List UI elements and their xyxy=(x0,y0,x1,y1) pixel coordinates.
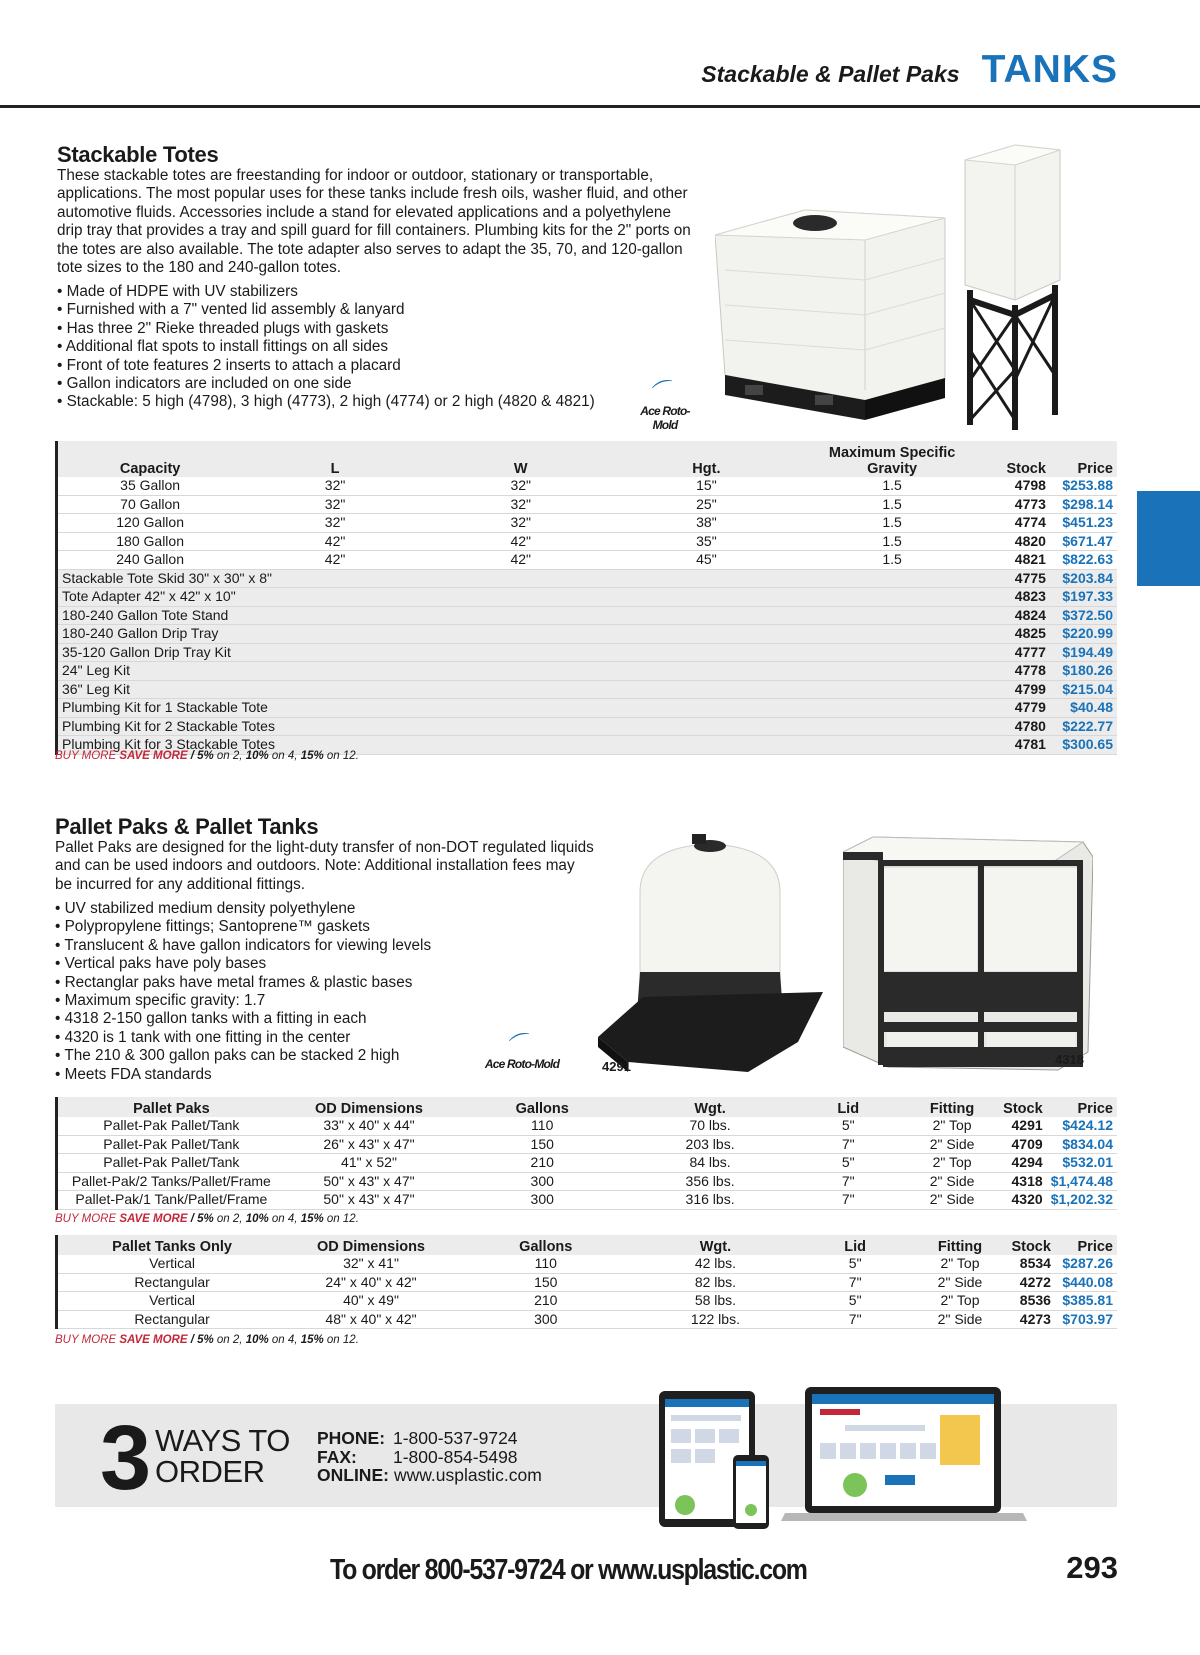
cell-accessory: 24" Leg Kit xyxy=(57,662,986,681)
table-row xyxy=(57,1310,1118,1329)
cell-accessory: 180-240 Gallon Drip Tray xyxy=(57,625,986,644)
list-item: • Meets FDA standards xyxy=(55,1066,475,1084)
discount-3-qty: on 12. xyxy=(323,750,359,762)
cell-wgt: 70 lbs. xyxy=(631,1117,789,1135)
stackable-description: These stackable totes are freestanding for indoor or outdoor, stationary or transportable, applications. The most popular uses for these tanks include fresh oils, washer fluid, and other automotive fluids. Accessories include a stand for elevated applications and a polyethylene drip tray that provides a tray and spill guard for fill containers. Plumbing kits for the 2" ports on the totes are also available. The tote adapter also serves to adapt the 35, 70, and 120-gallon tote sizes to the 180 and 240-gallon totes. xyxy=(57,167,691,277)
cell-wgt: 82 lbs. xyxy=(636,1273,796,1292)
discount-2: 10% xyxy=(245,1213,269,1225)
cell-stock: 8534 xyxy=(1005,1255,1055,1273)
table-row xyxy=(57,1273,1118,1292)
cell-price: $253.88 xyxy=(1050,477,1117,495)
cell-od: 50" x 43" x 47" xyxy=(285,1172,454,1191)
cell-price: $532.01 xyxy=(1047,1154,1117,1173)
cell-lid: 5" xyxy=(795,1292,915,1311)
cell-price: $300.65 xyxy=(1050,736,1117,755)
cell-name: Pallet-Pak Pallet/Tank xyxy=(57,1154,285,1173)
cell-stock: 4291 xyxy=(997,1117,1047,1135)
col-header-gallons: Gallons xyxy=(453,1097,631,1117)
cell-price: $385.81 xyxy=(1055,1292,1117,1311)
table-row xyxy=(57,1191,1118,1210)
cell-stock: 4780 xyxy=(985,717,1050,736)
header-title: TANKS xyxy=(981,48,1118,91)
discount-3: 15% xyxy=(300,1213,324,1225)
discount-2: 10% xyxy=(245,750,269,762)
table-row xyxy=(57,551,1118,570)
cell-capacity: 240 Gallon xyxy=(57,551,243,570)
table-row xyxy=(57,588,1118,607)
list-item: • 4320 is 1 tank with one fitting in the center xyxy=(55,1029,475,1047)
cell-fitting: 2" Top xyxy=(907,1154,996,1173)
buy-more-text: BUY MORE xyxy=(55,750,120,762)
cell-price: $197.33 xyxy=(1050,588,1117,607)
cell-w: 32" xyxy=(428,477,614,495)
cell-stock: 8536 xyxy=(1005,1292,1055,1311)
list-item: • Stackable: 5 high (4798), 3 high (4773), 2 high (4774) or 2 high (4820 & 4821) xyxy=(57,393,657,411)
cell-stock: 4799 xyxy=(985,680,1050,699)
fax-number: 1-800-854-5498 xyxy=(393,1446,518,1467)
discount-3: 15% xyxy=(300,1334,324,1346)
cell-l: 32" xyxy=(242,514,428,533)
table-row xyxy=(57,680,1118,699)
cell-price: $703.97 xyxy=(1055,1310,1117,1329)
cell-stock: 4320 xyxy=(997,1191,1047,1210)
phone-label: PHONE: xyxy=(317,1428,386,1448)
list-item: • Has three 2" Rieke threaded plugs with gaskets xyxy=(57,320,657,338)
cell-gallons: 300 xyxy=(456,1310,636,1329)
table-row xyxy=(57,569,1118,588)
cell-price: $424.12 xyxy=(1047,1117,1117,1135)
table-row xyxy=(57,1117,1118,1135)
discount-3-qty: on 12. xyxy=(323,1213,359,1225)
table-row xyxy=(57,514,1118,533)
col-header-l: L xyxy=(242,441,428,477)
cell-msg: 1.5 xyxy=(799,551,985,570)
cell-fitting: 2" Side xyxy=(907,1135,996,1154)
cell-fitting: 2" Side xyxy=(915,1273,1005,1292)
table-row xyxy=(57,1292,1118,1311)
list-item: • Front of tote features 2 inserts to attach a placard xyxy=(57,357,657,375)
col-header-fitting: Fitting xyxy=(915,1235,1005,1255)
cell-stock: 4779 xyxy=(985,699,1050,718)
cell-stock: 4824 xyxy=(985,606,1050,625)
discount-1-qty: on 2, xyxy=(213,750,246,762)
logo-tagline xyxy=(630,432,700,437)
cell-lid: 7" xyxy=(795,1273,915,1292)
cell-stock: 4821 xyxy=(985,551,1050,570)
save-more-text: SAVE MORE xyxy=(119,1334,188,1346)
cell-fitting: 2" Side xyxy=(907,1191,996,1210)
logo-name: Ace Roto-Mold xyxy=(640,404,690,432)
cell-stock: 4775 xyxy=(985,569,1050,588)
cell-capacity: 70 Gallon xyxy=(57,495,243,514)
col-header-w: W xyxy=(428,441,614,477)
table-row xyxy=(57,625,1118,644)
col-header-stock: Stock xyxy=(997,1097,1047,1117)
cell-gallons: 210 xyxy=(456,1292,636,1311)
pallet-title: Pallet Paks & Pallet Tanks xyxy=(55,814,319,839)
discount-1-qty: on 2, xyxy=(213,1334,246,1346)
cell-price: $440.08 xyxy=(1055,1273,1117,1292)
list-item: • Maximum specific gravity: 1.7 xyxy=(55,992,475,1010)
cell-price: $1,474.48 xyxy=(1047,1172,1117,1191)
col-header-price: Price xyxy=(1050,441,1117,477)
col-header-lid: Lid xyxy=(795,1235,915,1255)
cell-hgt: 15" xyxy=(614,477,800,495)
logo-swoosh-icon: ⌒ xyxy=(650,376,680,408)
cell-stock: 4773 xyxy=(985,495,1050,514)
table-row xyxy=(57,699,1118,718)
section-tab xyxy=(1137,491,1200,586)
table-header-row xyxy=(57,1235,1118,1255)
list-item: • Made of HDPE with UV stabilizers xyxy=(57,283,657,301)
discount-1: 5% xyxy=(197,1334,214,1346)
separator-text: / xyxy=(187,750,198,762)
cell-gallons: 150 xyxy=(453,1135,631,1154)
col-header-capacity: Capacity xyxy=(57,441,243,477)
phone-number[interactable]: 1-800-537-9724 xyxy=(393,1428,518,1448)
col-header-stock: Stock xyxy=(985,441,1050,477)
list-item: • Translucent & have gallon indicators for viewing levels xyxy=(55,937,475,955)
cell-stock: 4709 xyxy=(997,1135,1047,1154)
cell-price: $222.77 xyxy=(1050,717,1117,736)
cell-wgt: 84 lbs. xyxy=(631,1154,789,1173)
cell-stock: 4294 xyxy=(997,1154,1047,1173)
col-header-od: OD Dimensions xyxy=(286,1235,456,1255)
cell-price: $180.26 xyxy=(1050,662,1117,681)
cell-od: 26" x 43" x 47" xyxy=(285,1135,454,1154)
cell-od: 41" x 52" xyxy=(285,1154,454,1173)
cell-accessory: 36" Leg Kit xyxy=(57,680,986,699)
list-item: • Vertical paks have poly bases xyxy=(55,955,475,973)
cell-price: $287.26 xyxy=(1055,1255,1117,1273)
save-more-text: SAVE MORE xyxy=(119,750,188,762)
table-row xyxy=(57,1172,1118,1191)
ace-roto-mold-logo xyxy=(630,376,700,437)
cell-od: 50" x 43" x 47" xyxy=(285,1191,454,1210)
header-rule xyxy=(0,105,1200,108)
cell-gallons: 110 xyxy=(453,1117,631,1135)
cell-gallons: 150 xyxy=(456,1273,636,1292)
discount-2-qty: on 4, xyxy=(268,1334,301,1346)
separator-text: / xyxy=(187,1213,198,1225)
cell-stock: 4777 xyxy=(985,643,1050,662)
cell-price: $220.99 xyxy=(1050,625,1117,644)
cell-price: $372.50 xyxy=(1050,606,1117,625)
cell-stock: 4778 xyxy=(985,662,1050,681)
cell-l: 32" xyxy=(242,477,428,495)
buy-more-text: BUY MORE xyxy=(55,1334,120,1346)
website-link[interactable]: www.usplastic.com xyxy=(393,1465,542,1485)
cell-fitting: 2" Top xyxy=(915,1292,1005,1311)
col-header-gallons: Gallons xyxy=(456,1235,636,1255)
pallet-paks-table xyxy=(55,1097,1117,1210)
table-row xyxy=(57,495,1118,514)
order-contact xyxy=(317,1429,542,1485)
cell-accessory: Plumbing Kit for 3 Stackable Totes xyxy=(57,736,986,755)
cell-accessory: Plumbing Kit for 2 Stackable Totes xyxy=(57,717,986,736)
cell-name: Rectangular xyxy=(57,1273,287,1292)
cell-price: $1,202.32 xyxy=(1047,1191,1117,1210)
cell-msg: 1.5 xyxy=(799,495,985,514)
cell-price: $451.23 xyxy=(1050,514,1117,533)
list-item: • Gallon indicators are included on one side xyxy=(57,375,657,393)
table-header-row xyxy=(57,441,1118,477)
cell-price: $194.49 xyxy=(1050,643,1117,662)
list-item: • UV stabilized medium density polyethylene xyxy=(55,900,475,918)
cell-lid: 5" xyxy=(789,1154,907,1173)
cell-od: 32" x 41" xyxy=(286,1255,456,1273)
cell-wgt: 42 lbs. xyxy=(636,1255,796,1273)
cell-l: 42" xyxy=(242,551,428,570)
cell-accessory: Stackable Tote Skid 30" x 30" x 8" xyxy=(57,569,986,588)
cell-w: 32" xyxy=(428,514,614,533)
discount-2: 10% xyxy=(245,1334,269,1346)
cell-name: Rectangular xyxy=(57,1310,287,1329)
list-item: • The 210 & 300 gallon paks can be stacked 2 high xyxy=(55,1047,475,1065)
order-heading xyxy=(155,1425,290,1487)
page-number: 293 xyxy=(1066,1550,1118,1585)
page-header xyxy=(701,48,1118,92)
cell-wgt: 356 lbs. xyxy=(631,1172,789,1191)
list-item: • Polypropylene fittings; Santoprene™ gaskets xyxy=(55,918,475,936)
discount-1: 5% xyxy=(197,1213,214,1225)
table-row xyxy=(57,1154,1118,1173)
ace-roto-mold-logo xyxy=(478,1029,566,1076)
cell-accessory: 35-120 Gallon Drip Tray Kit xyxy=(57,643,986,662)
cell-fitting: 2" Top xyxy=(915,1255,1005,1273)
table-row xyxy=(57,662,1118,681)
cell-price: $671.47 xyxy=(1050,532,1117,551)
table-row xyxy=(57,1135,1118,1154)
cell-msg: 1.5 xyxy=(799,532,985,551)
cell-stock: 4318 xyxy=(997,1172,1047,1191)
pallet-description: Pallet Paks are designed for the light-duty transfer of non-DOT regulated liquids and can be used indoors and outdoors. Note: Additional installation fees may be incurred for any additional fittings. xyxy=(55,839,594,893)
order-number: 3 xyxy=(100,1407,149,1509)
cell-price: $298.14 xyxy=(1050,495,1117,514)
col-header-fitting: Fitting xyxy=(907,1097,996,1117)
cell-lid: 5" xyxy=(789,1117,907,1135)
cell-hgt: 45" xyxy=(614,551,800,570)
discount-2-qty: on 4, xyxy=(268,750,301,762)
cell-gallons: 210 xyxy=(453,1154,631,1173)
fax-label: FAX: xyxy=(317,1446,357,1467)
list-item: • Furnished with a 7" vented lid assembly & lanyard xyxy=(57,301,657,319)
cell-hgt: 38" xyxy=(614,514,800,533)
stackable-title: Stackable Totes xyxy=(57,142,219,167)
cell-name: Pallet-Pak Pallet/Tank xyxy=(57,1135,285,1154)
cell-stock: 4272 xyxy=(1005,1273,1055,1292)
cell-accessory: Tote Adapter 42" x 42" x 10" xyxy=(57,588,986,607)
order-heading-line-1: WAYS TO xyxy=(155,1423,290,1458)
cell-lid: 7" xyxy=(789,1172,907,1191)
cell-w: 42" xyxy=(428,532,614,551)
cell-price: $40.48 xyxy=(1050,699,1117,718)
table-header-row xyxy=(57,1097,1118,1117)
cell-accessory: 180-240 Gallon Tote Stand xyxy=(57,606,986,625)
cell-hgt: 25" xyxy=(614,495,800,514)
col-header-price: Price xyxy=(1047,1097,1117,1117)
footer-order-line: To order 800-537-9724 or www.usplastic.com xyxy=(330,1554,807,1586)
logo-tagline xyxy=(478,1071,566,1076)
cell-price: $834.04 xyxy=(1047,1135,1117,1154)
cell-l: 32" xyxy=(242,495,428,514)
discount-3: 15% xyxy=(300,750,324,762)
cell-lid: 7" xyxy=(789,1191,907,1210)
table-row xyxy=(57,717,1118,736)
buy-more-text: BUY MORE xyxy=(55,1213,120,1225)
vertical-pallet-pak-image xyxy=(598,832,823,1072)
list-item: • Additional flat spots to install fittings on all sides xyxy=(57,338,657,356)
cell-price: $215.04 xyxy=(1050,680,1117,699)
cell-stock: 4774 xyxy=(985,514,1050,533)
cell-stock: 4781 xyxy=(985,736,1050,755)
col-header-lid: Lid xyxy=(789,1097,907,1117)
list-item: • 4318 2-150 gallon tanks with a fitting in each xyxy=(55,1010,475,1028)
cell-w: 42" xyxy=(428,551,614,570)
logo-name: Ace Roto-Mold xyxy=(484,1057,560,1071)
pallet-tanks-table xyxy=(55,1235,1117,1329)
table-row xyxy=(57,606,1118,625)
cell-msg: 1.5 xyxy=(799,514,985,533)
buy-more-note xyxy=(55,750,359,762)
cell-price: $203.84 xyxy=(1050,569,1117,588)
cell-lid: 5" xyxy=(795,1255,915,1273)
save-more-text: SAVE MORE xyxy=(119,1213,188,1225)
col-header-wgt: Wgt. xyxy=(631,1097,789,1117)
image-label-4291: 4291 xyxy=(602,1059,631,1074)
cell-lid: 7" xyxy=(795,1310,915,1329)
cell-stock: 4798 xyxy=(985,477,1050,495)
col-header-stock: Stock xyxy=(1005,1235,1055,1255)
cell-wgt: 58 lbs. xyxy=(636,1292,796,1311)
cell-od: 24" x 40" x 42" xyxy=(286,1273,456,1292)
cell-od: 33" x 40" x 44" xyxy=(285,1117,454,1135)
cell-od: 48" x 40" x 42" xyxy=(286,1310,456,1329)
cell-capacity: 35 Gallon xyxy=(57,477,243,495)
table-row xyxy=(57,477,1118,495)
cell-lid: 7" xyxy=(789,1135,907,1154)
pallet-bullets xyxy=(55,900,475,1084)
table-row xyxy=(57,1255,1118,1273)
buy-more-note xyxy=(55,1213,359,1225)
rectangular-pallet-pak-image xyxy=(843,832,1093,1072)
online-label: ONLINE: xyxy=(317,1465,389,1485)
cell-fitting: 2" Top xyxy=(907,1117,996,1135)
cell-l: 42" xyxy=(242,532,428,551)
cell-msg: 1.5 xyxy=(799,477,985,495)
devices-image xyxy=(655,1385,1033,1535)
stackable-bullets xyxy=(57,283,657,412)
cell-name: Pallet-Pak Pallet/Tank xyxy=(57,1117,285,1135)
col-header-name: Pallet Tanks Only xyxy=(57,1235,287,1255)
cell-w: 32" xyxy=(428,495,614,514)
cell-name: Pallet-Pak/2 Tanks/Pallet/Frame xyxy=(57,1172,285,1191)
cell-od: 40" x 49" xyxy=(286,1292,456,1311)
order-heading-line-2: ORDER xyxy=(155,1454,265,1489)
discount-1: 5% xyxy=(197,750,214,762)
cell-fitting: 2" Side xyxy=(915,1310,1005,1329)
separator-text: / xyxy=(187,1334,198,1346)
col-header-hgt: Hgt. xyxy=(614,441,800,477)
logo-swoosh-icon: ⌒ xyxy=(507,1029,537,1061)
cell-wgt: 316 lbs. xyxy=(631,1191,789,1210)
col-header-od: OD Dimensions xyxy=(285,1097,454,1117)
cell-price: $822.63 xyxy=(1050,551,1117,570)
cell-name: Vertical xyxy=(57,1255,287,1273)
col-header-msg: Maximum Specific Gravity xyxy=(799,441,985,477)
cell-fitting: 2" Side xyxy=(907,1172,996,1191)
cell-capacity: 120 Gallon xyxy=(57,514,243,533)
cell-name: Vertical xyxy=(57,1292,287,1311)
cell-capacity: 180 Gallon xyxy=(57,532,243,551)
cell-gallons: 300 xyxy=(453,1172,631,1191)
cell-wgt: 122 lbs. xyxy=(636,1310,796,1329)
col-header-wgt: Wgt. xyxy=(636,1235,796,1255)
cell-stock: 4823 xyxy=(985,588,1050,607)
cell-hgt: 35" xyxy=(614,532,800,551)
cell-stock: 4273 xyxy=(1005,1310,1055,1329)
stackable-tote-image xyxy=(715,140,1110,430)
table-row xyxy=(57,643,1118,662)
col-header-name: Pallet Paks xyxy=(57,1097,285,1117)
list-item: • Rectanglar paks have metal frames & plastic bases xyxy=(55,974,475,992)
discount-3-qty: on 12. xyxy=(323,1334,359,1346)
stackable-table xyxy=(55,441,1117,755)
col-header-price: Price xyxy=(1055,1235,1117,1255)
cell-accessory: Plumbing Kit for 1 Stackable Tote xyxy=(57,699,986,718)
cell-name: Pallet-Pak/1 Tank/Pallet/Frame xyxy=(57,1191,285,1210)
cell-stock: 4820 xyxy=(985,532,1050,551)
header-subtitle: Stackable & Pallet Paks xyxy=(701,61,960,87)
discount-1-qty: on 2, xyxy=(213,1213,246,1225)
cell-stock: 4825 xyxy=(985,625,1050,644)
table-row xyxy=(57,532,1118,551)
discount-2-qty: on 4, xyxy=(268,1213,301,1225)
cell-wgt: 203 lbs. xyxy=(631,1135,789,1154)
buy-more-note xyxy=(55,1334,359,1346)
cell-gallons: 110 xyxy=(456,1255,636,1273)
cell-gallons: 300 xyxy=(453,1191,631,1210)
image-label-4318: 4318 xyxy=(1055,1052,1084,1067)
